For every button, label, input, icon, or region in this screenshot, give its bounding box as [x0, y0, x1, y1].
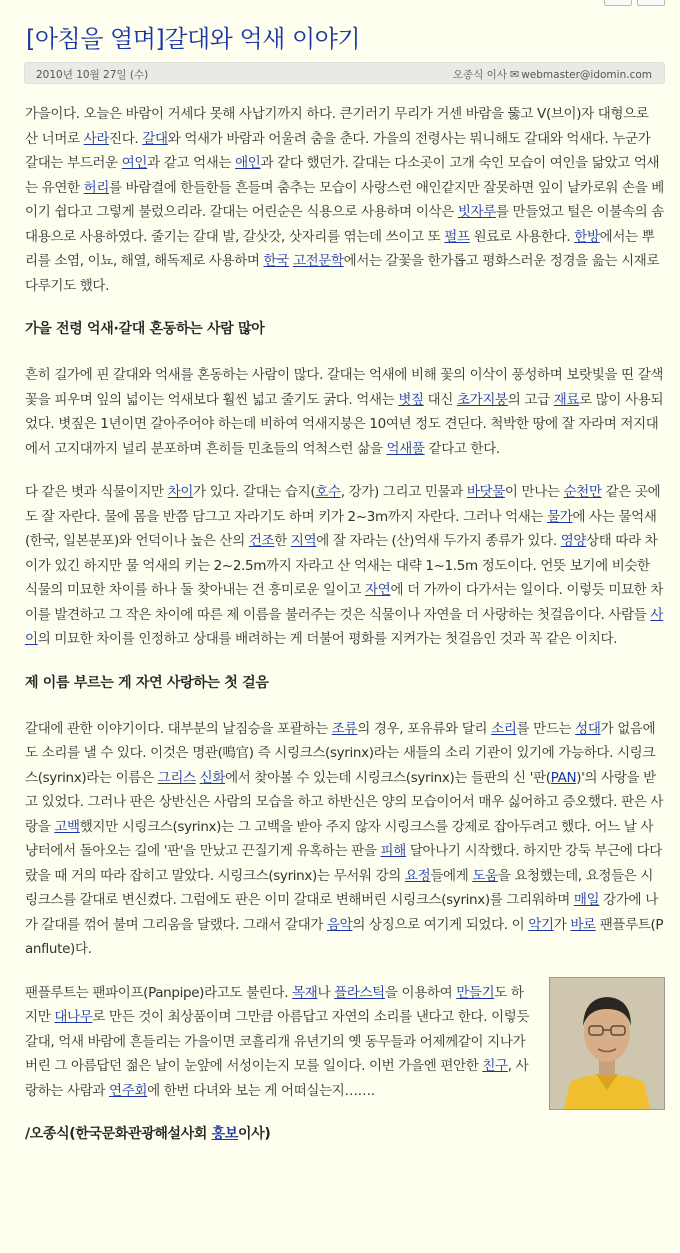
- toolbar-button[interactable]: [604, 0, 632, 6]
- keyword-link[interactable]: 재료: [553, 391, 580, 408]
- keyword-link[interactable]: 음악: [326, 916, 353, 933]
- keyword-link[interactable]: 순천만: [563, 484, 602, 500]
- keyword-link[interactable]: 초가지붕: [456, 391, 508, 408]
- envelope-icon: ✉: [509, 68, 520, 81]
- keyword-link[interactable]: 성대: [575, 720, 601, 737]
- keyword-link[interactable]: 펄프: [444, 228, 470, 245]
- paragraph: 가을이다. 오늘은 바람이 거세다 못해 사납기까지 하다. 큰기러기 무리가 거센 바람을 뚫고 V(브이)자 대형으로 산 너머로 사라진다. 갈대와 억새가 바람과 어울려 춤을 춘다. 가을의 전령사는 뭐니해도 갈대와 억새다. 누군가 갈대는 부드러운 여인과 같고 억새는 애인과 같다 했던가. 갈대는 다소곳이 고개 숙인 모습이 여인을 닮았고 억새는 유연한 허리를 바람결에 한들한들 흔들며 춤추는 모습이 사랑스런 애인같지만 잘못하면 잎이 날카로워 손을 베이기 쉽다고 그렇게 불렀으리라. 갈대는 어린순은 식용으로 사용하며 이삭은 빗자루를 만들었고 털은 이불속의 솜대용으로 사용하였다. 줄기는 갈대 발, 갈삿갓, 삿자리를 엮는데 쓰이고 또 펄프 원료로 사용한다. 한방에서는 뿌리를 소염, 이뇨, 해열, 해독제로 사용하며 한국 고전문학에서는 갈꽃을 한가롭고 평화스러운 정경을 읊는 시재로 다루기도 했다.: [25, 106, 664, 294]
- keyword-link[interactable]: 요정: [404, 867, 431, 884]
- keyword-link[interactable]: 건조: [248, 533, 275, 549]
- keyword-link[interactable]: 자연: [365, 582, 391, 598]
- toolbar-button[interactable]: [637, 0, 665, 6]
- keyword-link[interactable]: 지역: [290, 533, 317, 549]
- keyword-link[interactable]: 바로: [570, 916, 596, 933]
- keyword-link[interactable]: 조류: [331, 720, 358, 737]
- keyword-link[interactable]: 볏짚: [398, 391, 424, 408]
- author-portrait: [549, 977, 665, 1110]
- keyword-link[interactable]: 영양: [560, 533, 587, 549]
- keyword-link[interactable]: 한방: [574, 228, 600, 245]
- keyword-link[interactable]: 애인: [235, 155, 261, 171]
- article-body: [25, 102, 665, 1147]
- keyword-link[interactable]: 소리: [491, 720, 517, 737]
- keyword-link[interactable]: 한국: [263, 253, 289, 269]
- keyword-link[interactable]: 고전문학: [292, 253, 344, 269]
- keyword-link[interactable]: 허리: [83, 179, 110, 196]
- top-toolbar-remnant: [0, 0, 680, 10]
- keyword-link[interactable]: 친구: [482, 1058, 508, 1074]
- keyword-link[interactable]: 매일: [573, 892, 600, 908]
- keyword-link[interactable]: 그리스: [157, 769, 196, 786]
- keyword-link[interactable]: 빗자루: [457, 204, 496, 220]
- paragraph: 팬플루트는 팬파이프(Panpipe)라고도 불린다. 목재나 플라스틱을 이용하여 만들기도 하지만 대나무로 만든 것이 최상품이며 그만큼 아름답고 자연의 소리를 낸다고 한다. 이렇듯 갈대, 억새 바람에 흔들리는 가을이면 코흘리개 유년기의 옛 동무들과 어제께같이 지나가버린 그 아름답던 젊은 날이 눈앞에 서성이는지 모를 일이다. 이번 가을엔 편안한 친구, 사랑하는 사람과 연주회에 한번 다녀와 보는 게 어떠실는지…….: [25, 981, 665, 1104]
- section-heading: 제 이름 부르는 게 자연 사랑하는 첫 걸음: [25, 674, 269, 691]
- article-meta-bar: [24, 62, 665, 84]
- keyword-link[interactable]: 신화: [199, 769, 226, 786]
- keyword-link[interactable]: 도움: [472, 867, 498, 884]
- keyword-link[interactable]: 대나무: [54, 1009, 93, 1025]
- author-name: 오종식 이사: [452, 69, 507, 81]
- keyword-link[interactable]: 억새풀: [386, 440, 425, 457]
- keyword-link[interactable]: 여인: [121, 155, 148, 171]
- keyword-link[interactable]: 차이: [167, 484, 194, 500]
- keyword-link[interactable]: 갈대: [142, 130, 168, 147]
- keyword-link[interactable]: 연주회: [109, 1082, 148, 1099]
- section-heading: 가을 전령 억새·갈대 혼동하는 사람 많아: [25, 321, 265, 337]
- author-signature: /오종식(한국문화관광해설사회 홍보이사): [25, 1126, 271, 1142]
- keyword-link[interactable]: PAN: [550, 769, 577, 786]
- keyword-link[interactable]: 사이: [25, 606, 664, 647]
- article-title: [아침을 열며]갈대와 억새 이야기: [26, 25, 361, 53]
- keyword-link[interactable]: 호수: [315, 484, 341, 500]
- article-byline: [453, 67, 652, 82]
- keyword-link[interactable]: 만들기: [456, 984, 495, 1001]
- article-date: 2010년 10월 27일 (수): [36, 69, 149, 81]
- keyword-link[interactable]: 악기: [528, 916, 554, 933]
- paragraph: 다 같은 볏과 식물이지만 차이가 있다. 갈대는 습지(호수, 강가) 그리고 민물과 바닷물이 만나는 순천만 같은 곳에도 잘 자란다. 물에 몸을 반쯤 담그고 자라기도 하며 키가 2~3m까지 자란다. 그러나 억새는 물가에 사는 물억새(한국, 일본분포)와 언덕이나 높은 산의 건조한 지역에 잘 자라는 (산)억새 두가지 종류가 있다. 영양상태 따라 차이가 있긴 하지만 물 억새의 키는 2~2.5m까지 자라고 산 억새는 대략 1~1.5m 정도이다. 언뜻 보기에 비슷한 식물의 미묘한 차이를 하나 둘 찾아내는 건 흥미로운 일이고 자연에 더 가까이 다가서는 일이다. 이렇듯 미묘한 차이를 발견하고 그 작은 차이에 따른 제 이름을 불러주는 것은 식물이나 자연을 더 사랑하는 첫걸음이다. 사람들 사이의 미묘한 차이를 인정하고 상대를 배려하는 게 더불어 평화를 지켜가는 첫걸음인 것과 꼭 같은 이치다.: [25, 484, 664, 647]
- keyword-link[interactable]: 플라스틱: [334, 984, 385, 1001]
- keyword-link[interactable]: 홍보: [211, 1126, 238, 1142]
- keyword-link[interactable]: 목재: [292, 984, 318, 1001]
- keyword-link[interactable]: 물가: [547, 508, 573, 525]
- keyword-link[interactable]: 피해: [380, 843, 406, 859]
- portrait-illustration: [550, 978, 664, 1109]
- keyword-link[interactable]: 바닷물: [466, 484, 505, 500]
- keyword-link[interactable]: 고백: [54, 818, 80, 835]
- paragraph: 갈대에 관한 이야기이다. 대부분의 날짐승을 포괄하는 조류의 경우, 포유류와 달리 소리를 만드는 성대가 없음에도 소리를 낼 수 있다. 이것은 명관(鳴官) 즉 시링크스(syrinx)라는 새들의 소리 기관이 있기에 가능하다. 시링크스(syrinx)라는 이름은 그리스 신화에서 찾아볼 수 있는데 시링크스(syrinx)는 들판의 신 '판(PAN)'의 사랑을 받고 있었다. 그러나 판은 상반신은 사람의 모습을 하고 하반신은 양의 모습이어서 매우 싫어하고 증오했다. 판은 사랑을 고백했지만 시링크스(syrinx)는 그 고백을 받아 주지 않자 시링크스를 강제로 잡아두려고 했다. 어느 날 사냥터에서 돌아오는 길에 '판'을 만났고 끈질기게 유혹하는 판을 피해 달아나기 시작했다. 하지만 강둑 부근에 다다랐을 때 거의 따라 잡히고 말았다. 시링크스(syrinx)는 무서워 강의 요정들에게 도움을 요청했는데, 요정들은 시링크스를 갈대로 변신켰다. 그럼에도 판은 이미 갈대로 변해버린 시링크스(syrinx)를 그리워하며 매일 강가에 나가 갈대를 꺾어 불며 그리움을 달랬다. 그래서 갈대가 음악의 상징으로 여기게 되었다. 이 악기가 바로 팬플루트(Panflute)다.: [25, 720, 664, 957]
- paragraph: 흔히 길가에 핀 갈대와 억새를 혼동하는 사람이 많다. 갈대는 억새에 비해 꽃의 이삭이 풍성하며 보랏빛을 띤 갈색 꽃을 피우며 잎의 넓이는 억새보다 훨씬 넓고 줄기도 굵다. 억새는 볏짚 대신 초가지붕의 고급 재료로 많이 사용되었다. 볏짚은 1년이면 갈아주어야 하는데 비하여 억새지붕은 10여년 정도 견딘다. 척박한 땅에 잘 자라며 저지대에서 고지대까지 널리 분포하며 흔히들 민초들의 억척스런 삶을 억새풀 같다고 한다.: [25, 367, 664, 457]
- author-email-link[interactable]: webmaster@idomin.com: [521, 69, 652, 81]
- keyword-link[interactable]: 사라: [83, 130, 110, 147]
